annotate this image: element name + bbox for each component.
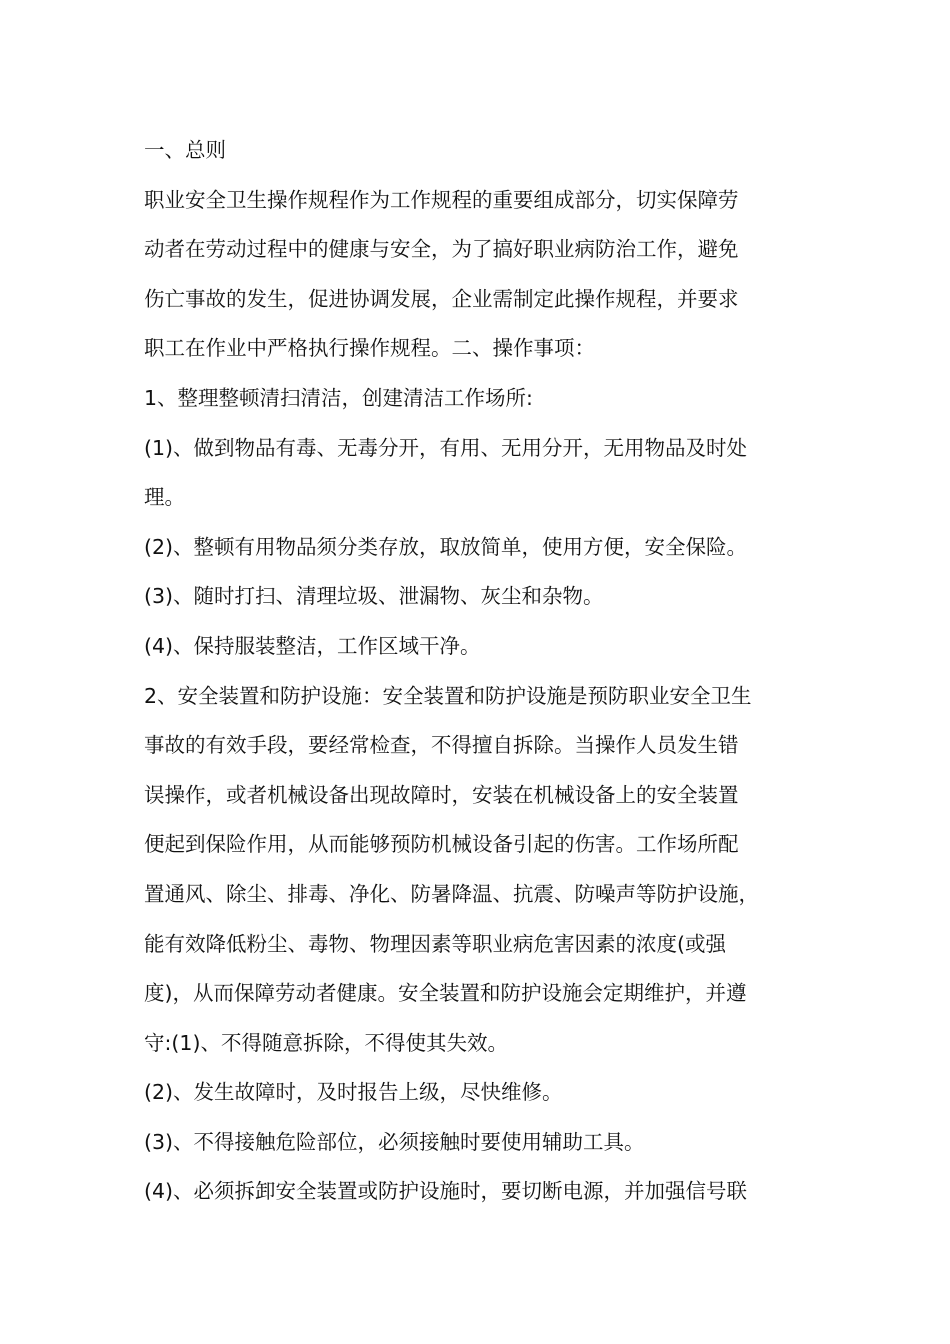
paragraph-line: 便起到保险作用，从而能够预防机械设备引起的伤害。工作场所配 <box>144 832 739 857</box>
list-item-line: (3)、不得接触危险部位，必须接触时要使用辅助工具。 <box>144 1129 645 1154</box>
list-item-heading: 1、整理整顿清扫清洁，创建清洁工作场所: <box>144 385 533 410</box>
paragraph-line: 度)，从而保障劳动者健康。安全装置和防护设施会定期维护，并遵 <box>144 981 747 1006</box>
paragraph-line: 事故的有效手段，要经常检查，不得擅自拆除。当操作人员发生错 <box>144 733 739 758</box>
list-item-line: (4)、必须拆卸安全装置或防护设施时，要切断电源，并加强信号联 <box>144 1179 748 1204</box>
list-item-line: 理。 <box>144 485 185 510</box>
paragraph-line: 伤亡事故的发生，促进协调发展，企业需制定此操作规程，并要求 <box>144 286 739 311</box>
list-item-heading: 2、安全装置和防护设施：安全装置和防护设施是预防职业安全卫生 <box>144 683 752 708</box>
list-item-line: (3)、随时打扫、清理垃圾、泄漏物、灰尘和杂物。 <box>144 584 604 609</box>
list-item-line: (2)、发生故障时，及时报告上级，尽快维修。 <box>144 1080 563 1105</box>
list-item-line: (2)、整顿有用物品须分类存放，取放简单，使用方便，安全保险。 <box>144 534 748 559</box>
paragraph-line: 职业安全卫生操作规程作为工作规程的重要组成部分，切实保障劳 <box>144 187 739 212</box>
paragraph-line: 置通风、除尘、排毒、净化、防暑降温、抗震、防噪声等防护设施， <box>144 881 759 906</box>
section-heading-general: 一、总则 <box>144 138 226 162</box>
list-item-line: (4)、保持服装整洁，工作区域干净。 <box>144 633 481 658</box>
paragraph-line: 守:(1)、不得随意拆除，不得使其失效。 <box>144 1030 508 1055</box>
list-item-line: (1)、做到物品有毒、无毒分开，有用、无用分开，无用物品及时处 <box>144 435 748 460</box>
paragraph-line: 能有效降低粉尘、毒物、物理因素等职业病危害因素的浓度(或强 <box>144 931 726 956</box>
paragraph-line: 职工在作业中严格执行操作规程。二、操作事项： <box>144 336 595 361</box>
paragraph-line: 动者在劳动过程中的健康与安全，为了搞好职业病防治工作，避免 <box>144 237 739 262</box>
paragraph-line: 误操作，或者机械设备出现故障时，安装在机械设备上的安全装置 <box>144 782 739 807</box>
document-body <box>144 126 834 1217</box>
